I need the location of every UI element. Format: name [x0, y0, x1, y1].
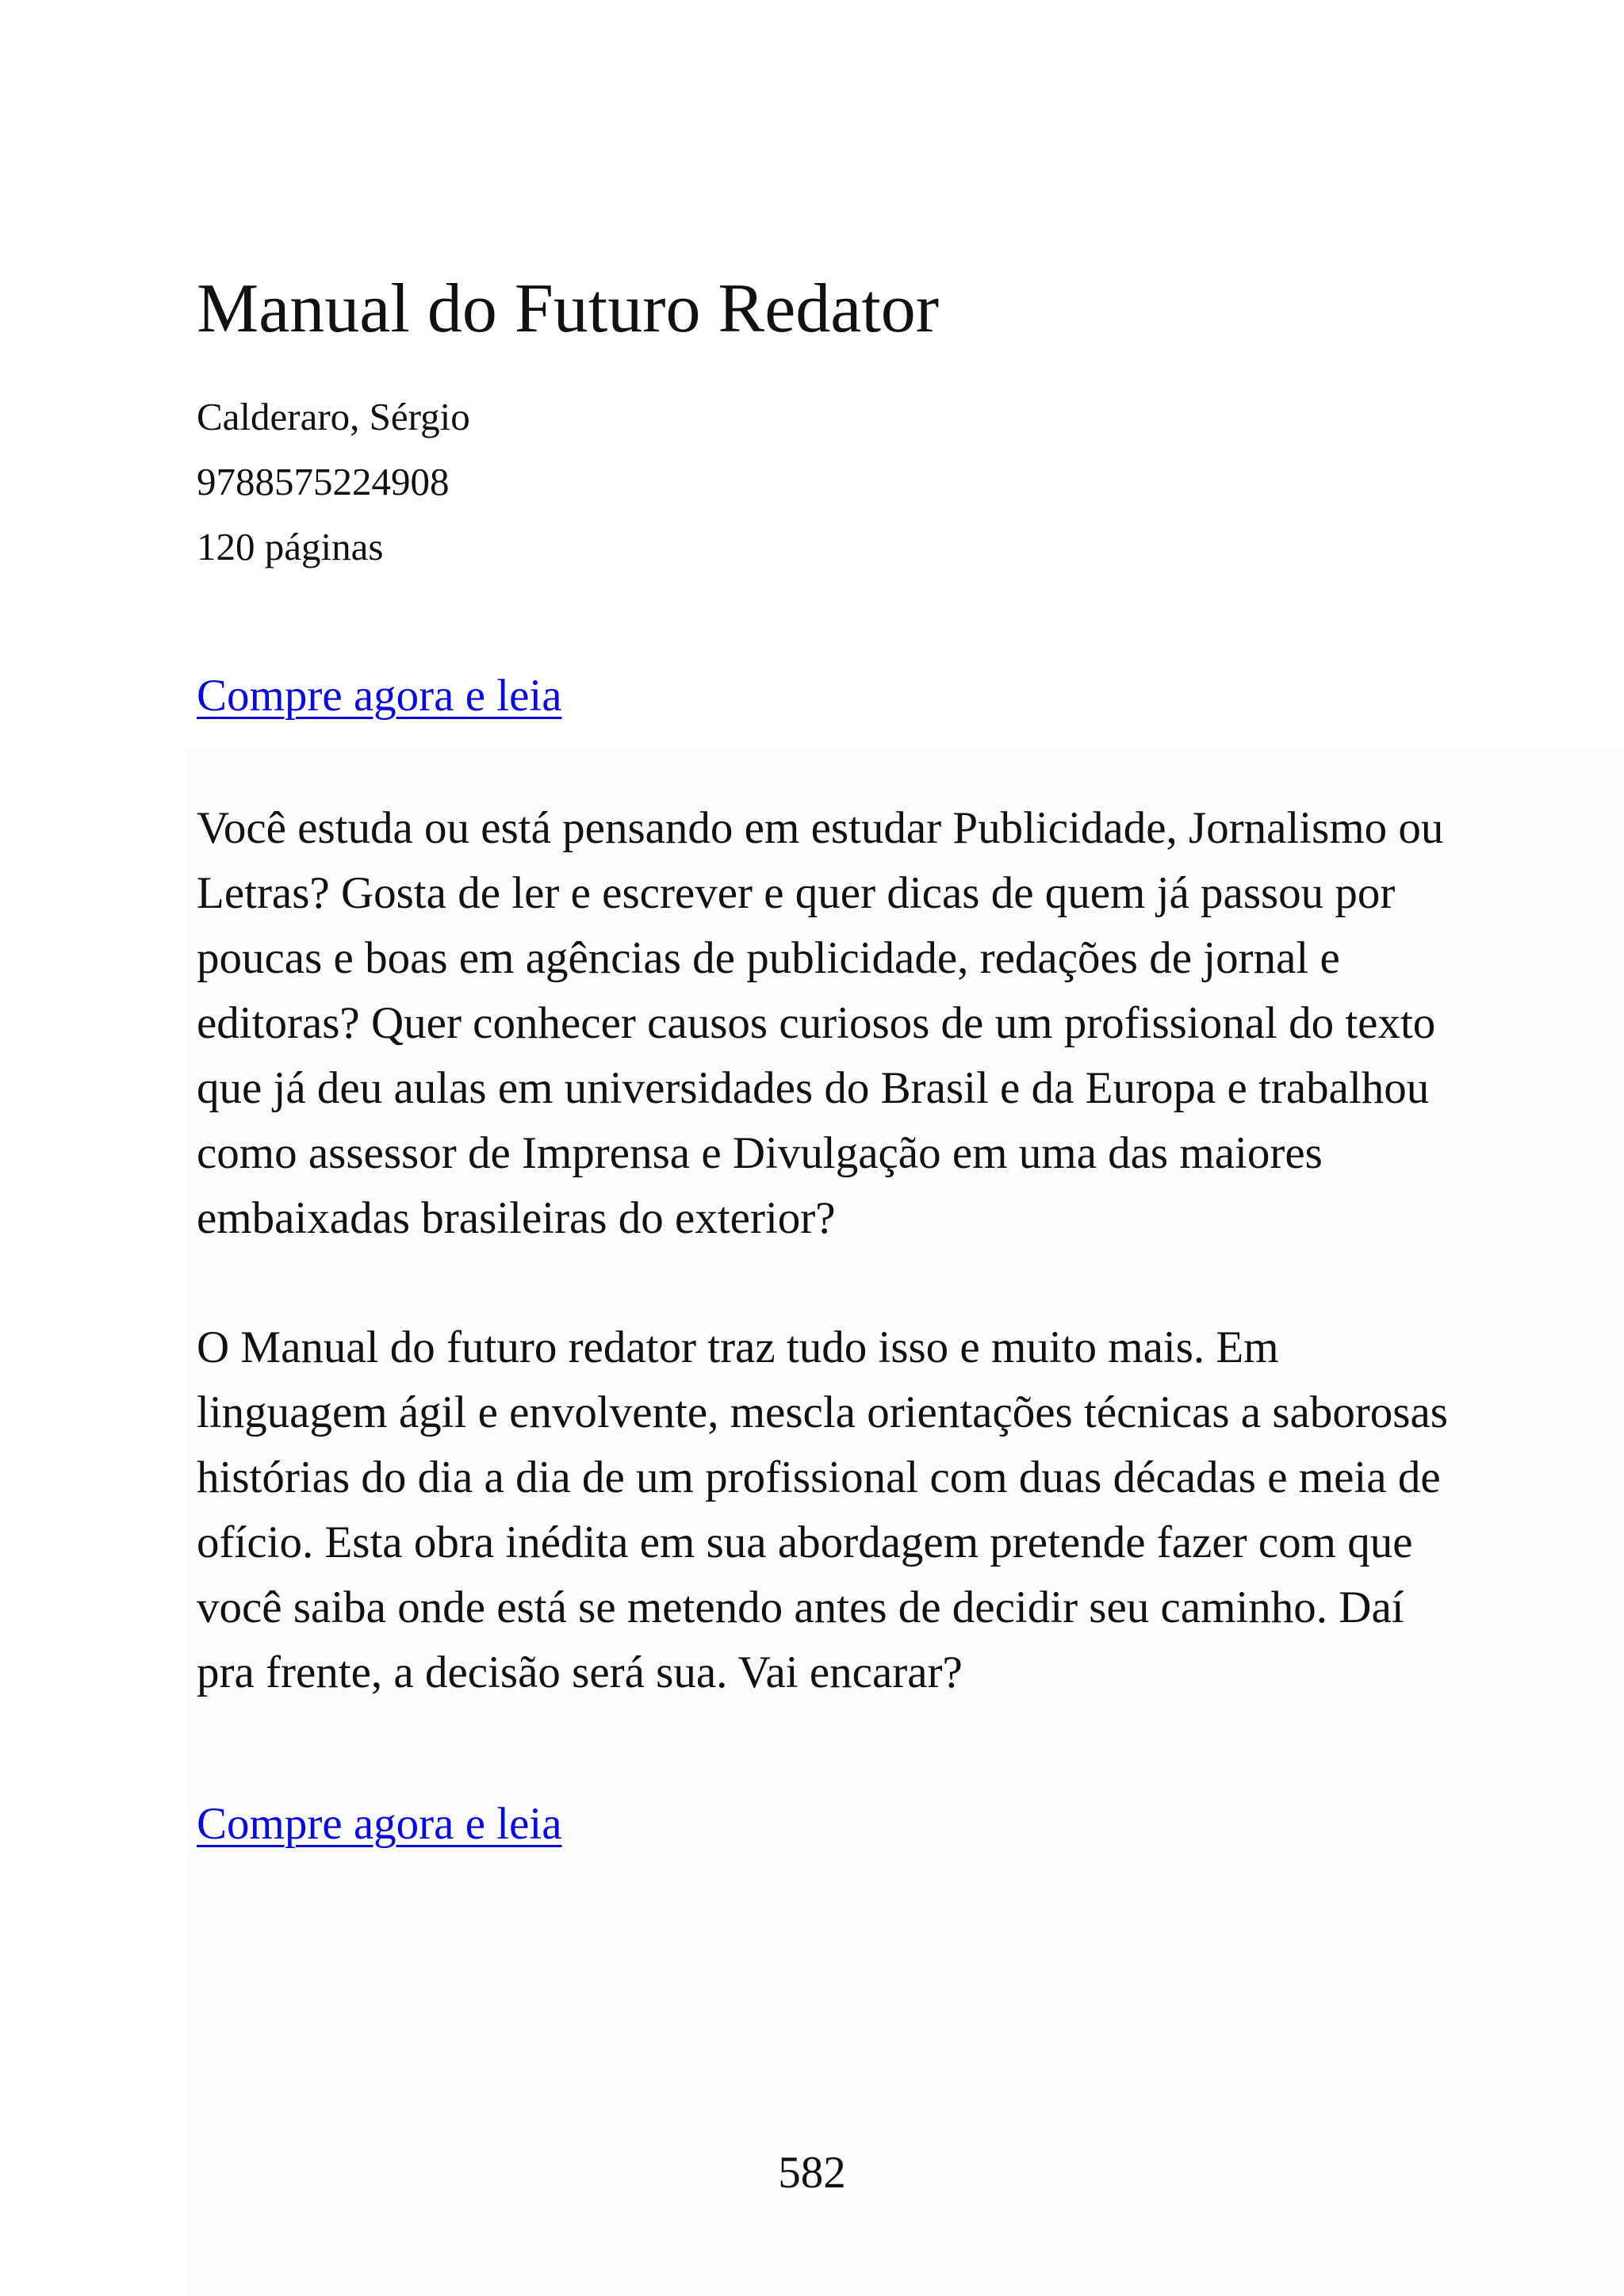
buy-now-link-bottom[interactable]: Compre agora e leia	[197, 1799, 562, 1849]
book-isbn: 9788575224908	[197, 460, 450, 503]
book-title: Manual do Futuro Redator	[197, 270, 940, 347]
book-author: Calderaro, Sérgio	[197, 395, 470, 438]
book-page-count: 120 páginas	[197, 525, 384, 568]
buy-now-link-top[interactable]: Compre agora e leia	[197, 671, 562, 721]
description-paragraph-2: O Manual do futuro redator traz tudo isso e muito mais. Em linguagem ágil e envolvente, mescla orientações técnicas a saborosas histórias do dia a dia de um profissional com duas décadas e meia de ofício. Esta obra inédita em sua abordagem pretende fazer com que você saiba onde está se metendo antes de decidir seu caminho. Daí pra frente, a decisão será sua. Vai encarar?	[197, 1322, 1448, 1697]
description-paragraph-1: Você estuda ou está pensando em estudar Publicidade, Jornalismo ou Letras? Gosta de ler e escrever e quer dicas de quem já passou por poucas e boas em agências de publicidade, redações de jornal e editoras? Quer conhecer causos curiosos de um profissional do texto que já deu aulas em universidades do Brasil e da Europa e trabalhou como assessor de Imprensa e Divulgação em uma das maiores embaixadas brasileiras do exterior?	[197, 803, 1444, 1243]
page-number: 582	[778, 2148, 846, 2198]
